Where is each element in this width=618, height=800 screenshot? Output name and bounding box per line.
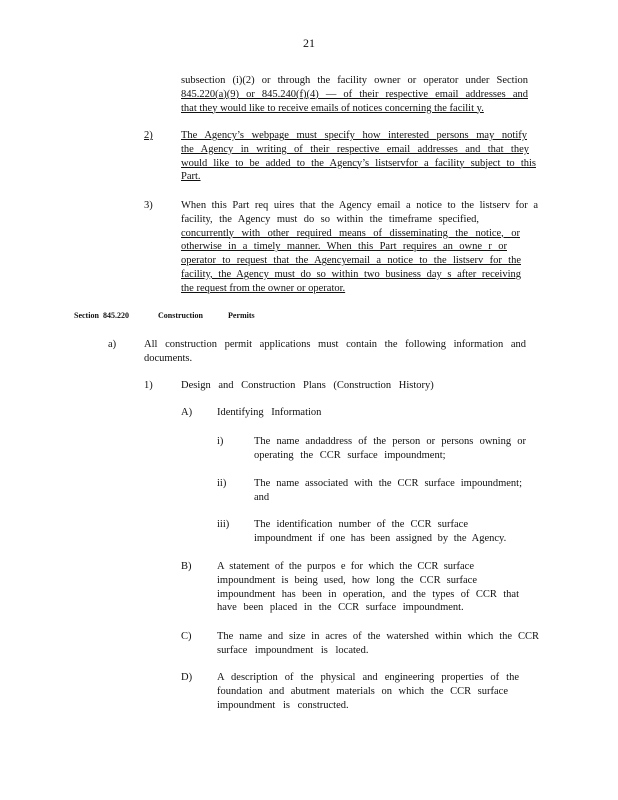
text-line: facility, the Agency must do so within the timeframe specified, (181, 213, 479, 225)
text-line: the Agency in writing of their respective email addresses and that they (181, 143, 529, 155)
text-line: operator to request that the Agencyemail a notice to the listserv for the (181, 255, 521, 267)
text-line: otherwise in a timely manner. When this Part requires an owne r or (181, 241, 507, 253)
item-label-A: A) (181, 407, 193, 418)
subsection-a-paragraph (144, 338, 526, 366)
section-number: 845.220 (103, 311, 129, 320)
text-line: surface impoundment is located. (217, 644, 369, 656)
text-line: The Agency’s webpage must specify how interested persons may notify (181, 130, 527, 141)
text-line: impoundment if one has been assigned by the Agency. (254, 532, 507, 544)
text-line: foundation and abutment materials on which the CCR surface (217, 685, 508, 697)
text-line: The name associated with the CCR surface impoundment; (254, 478, 522, 489)
item-ii-paragraph (254, 477, 522, 505)
item-C-paragraph (217, 630, 539, 658)
text-line: 845.220(a)(9) or 845.240(f)(4) — of their respective email addresses and (181, 88, 528, 100)
item-B-paragraph (217, 560, 519, 615)
text-line: Part. (181, 171, 201, 183)
text-line: The name and size in acres of the watershed within which the CCR (217, 631, 539, 642)
text-line: When this Part req uires that the Agency email a notice to the listserv for a (181, 200, 538, 211)
text-line: facility, the Agency must do so within two business day s after receiving (181, 268, 521, 280)
item-label-D: D) (181, 672, 193, 683)
text-line: concurrently with other required means of disseminating the notice, or (181, 227, 520, 239)
text-line: subsection (i)(2) or through the facility owner or operator under Section (181, 75, 528, 86)
text-line: the request from the owner or operator. (181, 282, 346, 294)
item-label-ii: ii) (217, 478, 227, 489)
item-label-1: 1) (144, 380, 153, 391)
item-iii-paragraph (254, 518, 510, 546)
text-line: impoundment is constructed. (217, 699, 349, 711)
item-A-text: Identifying Information (217, 407, 322, 418)
item-1-text: Design and Construction Plans (Construction History) (181, 380, 434, 391)
item-label-3: 3) (144, 200, 153, 211)
text-line: All construction permit applications must contain the following information and (144, 339, 526, 350)
item-i-paragraph (254, 435, 526, 463)
item-3-paragraph (181, 199, 538, 296)
item-label-B: B) (181, 561, 192, 572)
text-line: The name andaddress of the person or persons owning or (254, 436, 526, 447)
text-line: would like to be added to the Agency’s listservfor a facility subject to this (181, 157, 536, 169)
text-line: and (254, 491, 270, 503)
item-D-paragraph (217, 671, 519, 712)
item-2-paragraph (181, 129, 536, 184)
text-line: documents. (144, 352, 193, 364)
text-line: A description of the physical and engineering properties of the (217, 672, 519, 683)
text-line: impoundment has been in operation, and the types of CCR that (217, 588, 519, 600)
text-line: The identification number of the CCR surface (254, 519, 468, 530)
item-label-C: C) (181, 631, 192, 642)
text-line: have been placed in the CCR surface impoundment. (217, 602, 464, 614)
item-label-2: 2) (144, 130, 153, 141)
text-line: that they would like to receive emails of notices concerning the facilit y. (181, 102, 484, 114)
continuation-paragraph (181, 74, 528, 115)
section-title-1: Construction (158, 311, 203, 320)
section-title-2: Permits (228, 311, 255, 320)
page-number: 21 (303, 36, 315, 50)
text-line: operating the CCR surface impoundment; (254, 449, 446, 461)
text-line: A statement of the purpos e for which the CCR surface (217, 561, 474, 572)
text-line: impoundment is being used, how long the CCR surface (217, 574, 477, 586)
item-label-iii: iii) (217, 519, 230, 530)
section-word: Section (74, 311, 99, 320)
item-label-i: i) (217, 436, 224, 447)
subsection-label-a: a) (108, 339, 117, 350)
